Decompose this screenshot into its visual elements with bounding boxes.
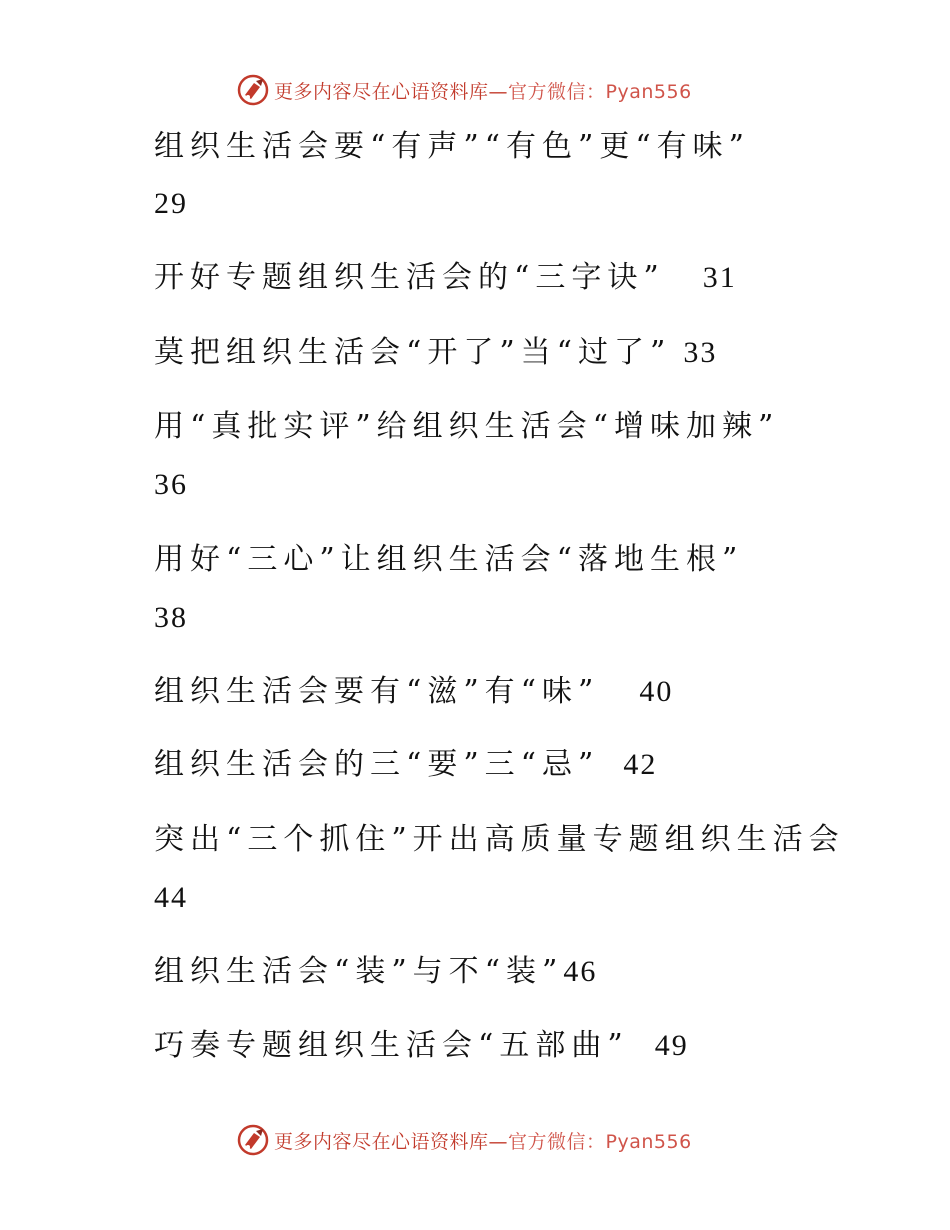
- toc-entry: [154, 1026, 874, 1066]
- toc-entry-title: 组织生活会的三“要”三“忌”: [154, 747, 600, 782]
- toc-entry: [154, 672, 874, 712]
- toc-entry-page: 44: [154, 881, 188, 914]
- toc-entry-page: 33: [683, 336, 718, 369]
- toc-entry: [154, 745, 874, 785]
- toc-entry-page: 49: [654, 1029, 689, 1062]
- seal-logo-icon: [236, 73, 270, 107]
- toc-entry: [154, 127, 874, 167]
- banner-text: 更多内容尽在心语资料库—官方微信：Pyan556: [274, 80, 692, 103]
- toc-entry-page: 42: [623, 748, 658, 781]
- toc-entry-page: 36: [154, 468, 188, 501]
- toc-entry-page: 38: [154, 601, 188, 634]
- toc-entry-title: 用好“三心”让组织生活会“落地生根”: [154, 542, 744, 577]
- toc-entry-page: 31: [702, 261, 737, 294]
- header-banner: [236, 72, 692, 108]
- toc-entry-title: 组织生活会要有“滋”有“味”: [154, 674, 600, 709]
- toc-entry: [154, 820, 874, 860]
- toc-entry-page: 40: [639, 675, 674, 708]
- toc-entry-page: 46: [563, 955, 598, 988]
- toc-entry-page: 29: [154, 187, 188, 220]
- toc-entry: [154, 333, 874, 373]
- toc-entry-title: 突出“三个抓住”开出高质量专题组织生活会: [154, 822, 845, 857]
- toc-entry: [154, 258, 874, 298]
- toc-entry: [154, 952, 874, 992]
- toc-entry-title: 用“真批实评”给组织生活会“增味加辣”: [154, 409, 780, 444]
- toc-entry: [154, 407, 874, 447]
- toc-entry-title: 开好专题组织生活会的“三字诀”: [154, 260, 665, 295]
- toc-entry-title: 巧奏专题组织生活会“五部曲”: [154, 1028, 629, 1063]
- seal-logo-icon: [236, 1123, 270, 1157]
- toc-entry-title: 组织生活会“装”与不“装”: [154, 954, 564, 989]
- toc-entry-title: 莫把组织生活会“开了”当“过了”: [154, 335, 672, 370]
- banner-text: 更多内容尽在心语资料库—官方微信：Pyan556: [274, 1130, 692, 1153]
- toc-entry-title: 组织生活会要“有声”“有色”更“有味”: [154, 129, 751, 164]
- toc-entry: [154, 540, 874, 580]
- footer-banner: [236, 1122, 692, 1158]
